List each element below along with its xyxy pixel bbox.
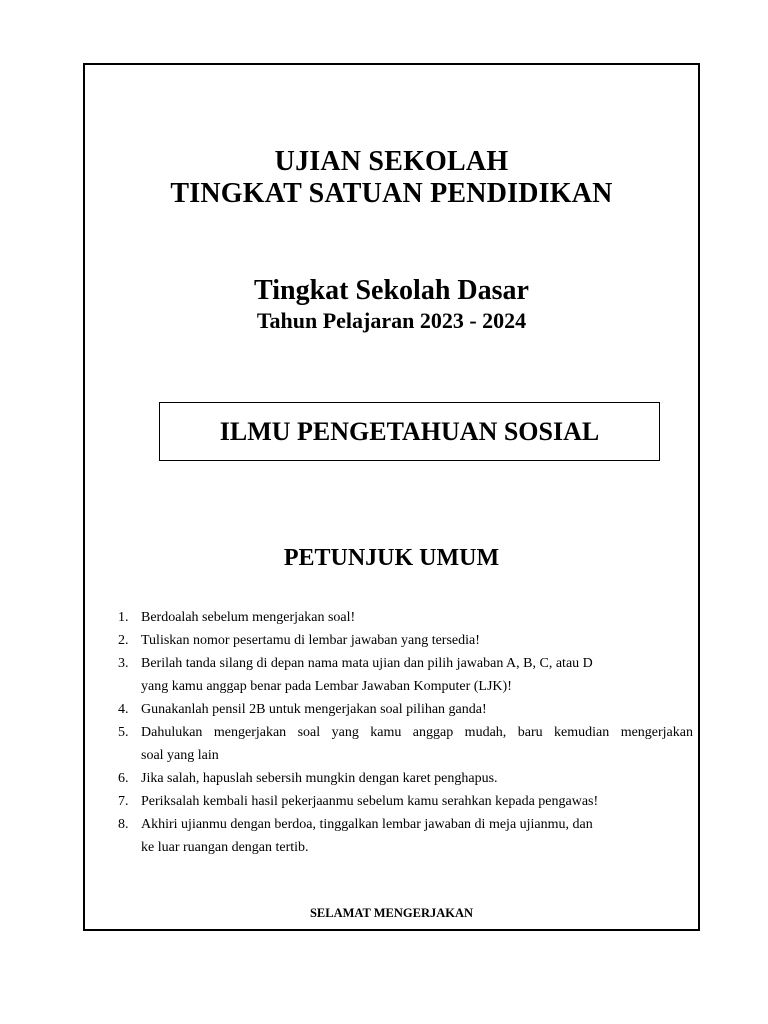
instruction-text: Berilah tanda silang di depan nama mata ujian dan pilih jawaban A, B, C, atau D bbox=[141, 656, 593, 671]
instruction-item bbox=[115, 790, 693, 813]
instruction-number: 8. bbox=[118, 817, 129, 832]
instruction-text: Akhiri ujianmu dengan berdoa, tinggalkan lembar jawaban di meja ujianmu, dan bbox=[141, 817, 593, 832]
instruction-text-continued: ke luar ruangan dengan tertib. bbox=[141, 840, 309, 855]
instruction-number: 2. bbox=[118, 633, 129, 648]
instruction-text: Dahulukan mengerjakan soal yang kamu anggap mudah, baru kemudian mengerjakan bbox=[141, 725, 693, 740]
subject-box bbox=[159, 402, 660, 461]
instruction-number: 1. bbox=[118, 610, 129, 625]
school-level: Tingkat Sekolah Dasar bbox=[254, 275, 529, 306]
instruction-item bbox=[115, 721, 693, 767]
instruction-text: Berdoalah sebelum mengerjakan soal! bbox=[141, 610, 356, 625]
instruction-text-continued: yang kamu anggap benar pada Lembar Jawaban Komputer (LJK)! bbox=[141, 679, 512, 694]
academic-year: Tahun Pelajaran 2023 - 2024 bbox=[256, 308, 527, 333]
instruction-item bbox=[115, 652, 693, 698]
instructions-list bbox=[115, 606, 693, 859]
instruction-item bbox=[115, 606, 693, 629]
instruction-text: Tuliskan nomor pesertamu di lembar jawaban yang tersedia! bbox=[141, 633, 480, 648]
exam-title-line1: UJIAN SEKOLAH bbox=[274, 146, 509, 177]
instruction-number: 5. bbox=[118, 725, 129, 740]
instruction-text: Periksalah kembali hasil pekerjaanmu sebelum kamu serahkan kepada pengawas! bbox=[141, 794, 599, 809]
instructions-heading: PETUNJUK UMUM bbox=[283, 545, 500, 571]
instruction-text: Jika salah, hapuslah sebersih mungkin dengan karet penghapus. bbox=[141, 771, 498, 786]
subject-name: ILMU PENGETAHUAN SOSIAL bbox=[219, 416, 600, 446]
exam-title-line2: TINGKAT SATUAN PENDIDIKAN bbox=[170, 178, 613, 209]
instruction-text: Gunakanlah pensil 2B untuk mengerjakan soal pilihan ganda! bbox=[141, 702, 487, 717]
instruction-item bbox=[115, 813, 693, 859]
instruction-number: 3. bbox=[118, 656, 129, 671]
instruction-item bbox=[115, 629, 693, 652]
instruction-number: 4. bbox=[118, 702, 129, 717]
instruction-text-continued: soal yang lain bbox=[141, 748, 219, 763]
instruction-number: 7. bbox=[118, 794, 129, 809]
closing-message: SELAMAT MENGERJAKAN bbox=[309, 906, 474, 920]
instruction-number: 6. bbox=[118, 771, 129, 786]
instruction-item bbox=[115, 698, 693, 721]
exam-cover-frame bbox=[83, 63, 700, 931]
instruction-item bbox=[115, 767, 693, 790]
